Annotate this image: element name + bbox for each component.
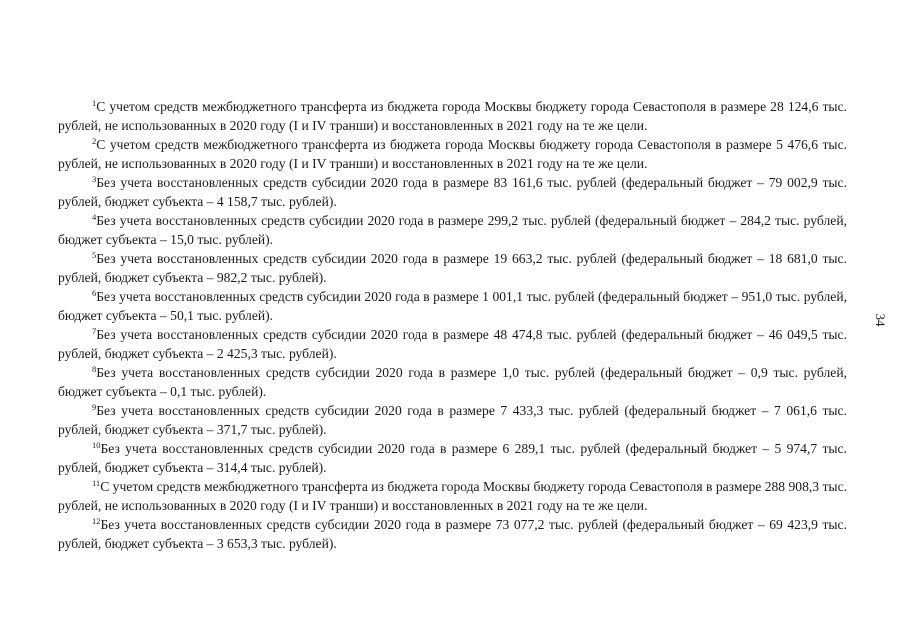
footnote-number: 2 <box>92 136 97 146</box>
footnote-12 <box>58 515 847 553</box>
footnote-number: 3 <box>92 174 97 184</box>
footnote-number: 11 <box>92 478 101 488</box>
footnote-number: 12 <box>92 516 101 526</box>
footnote-10 <box>58 439 847 477</box>
footnote-text: Без учета восстановленных средств субсидии 2020 года в размере 19 663,2 тыс. рублей (федеральный бюджет – 18 681,0 тыс. рублей, бюджет субъекта – 982,2 тыс. рублей). <box>58 251 847 285</box>
footnote-7 <box>58 325 847 363</box>
footnote-text: Без учета восстановленных средств субсидии 2020 года в размере 83 161,6 тыс. рублей (федеральный бюджет – 79 002,9 тыс. рублей, бюджет субъекта – 4 158,7 тыс. рублей). <box>58 175 847 209</box>
footnote-6 <box>58 287 847 325</box>
footnote-text: Без учета восстановленных средств субсидии 2020 года в размере 7 433,3 тыс. рублей (федеральный бюджет – 7 061,6 тыс. рублей, бюджет субъекта – 371,7 тыс. рублей). <box>58 403 847 437</box>
footnote-1 <box>58 97 847 135</box>
footnote-8 <box>58 363 847 401</box>
footnote-3 <box>58 173 847 211</box>
footnotes-list <box>58 97 847 553</box>
footnote-4 <box>58 211 847 249</box>
footnote-number: 5 <box>92 250 97 260</box>
page-number: 34 <box>873 313 888 327</box>
footnote-text: Без учета восстановленных средств субсидии 2020 года в размере 48 474,8 тыс. рублей (федеральный бюджет – 46 049,5 тыс. рублей, бюджет субъекта – 2 425,3 тыс. рублей). <box>58 327 847 361</box>
footnote-number: 1 <box>92 98 97 108</box>
footnote-text: Без учета восстановленных средств субсидии 2020 года в размере 73 077,2 тыс. рублей (федеральный бюджет – 69 423,9 тыс. рублей, бюджет субъекта – 3 653,3 тыс. рублей). <box>58 517 847 551</box>
footnote-text: С учетом средств межбюджетного трансферта из бюджета города Москвы бюджету города Севастополя в размере 5 476,6 тыс. рублей, не использованных в 2020 году (I и IV транши) и восстановленных в 2021 году на те же цели. <box>58 137 847 171</box>
footnote-11 <box>58 477 847 515</box>
footnote-number: 9 <box>92 402 97 412</box>
footnote-2 <box>58 135 847 173</box>
footnote-text: С учетом средств межбюджетного трансферта из бюджета города Москвы бюджету города Севастополя в размере 28 124,6 тыс. рублей, не использованных в 2020 году (I и IV транши) и восстановленных в 2021 году на те же цели. <box>58 99 847 133</box>
footnote-number: 4 <box>92 212 97 222</box>
footnote-number: 8 <box>92 364 97 374</box>
footnote-5 <box>58 249 847 287</box>
footnote-number: 6 <box>92 288 97 298</box>
footnote-number: 10 <box>92 440 101 450</box>
footnote-number: 7 <box>92 326 97 336</box>
footnote-9 <box>58 401 847 439</box>
footnote-text: Без учета восстановленных средств субсидии 2020 года в размере 299,2 тыс. рублей (федеральный бюджет – 284,2 тыс. рублей, бюджет субъекта – 15,0 тыс. рублей). <box>58 213 847 247</box>
footnote-text: Без учета восстановленных средств субсидии 2020 года в размере 1,0 тыс. рублей (федеральный бюджет – 0,9 тыс. рублей, бюджет субъекта – 0,1 тыс. рублей). <box>58 365 847 399</box>
footnote-text: Без учета восстановленных средств субсидии 2020 года в размере 6 289,1 тыс. рублей (федеральный бюджет – 5 974,7 тыс. рублей, бюджет субъекта – 314,4 тыс. рублей). <box>58 441 847 475</box>
footnote-text: С учетом средств межбюджетного трансферта из бюджета города Москвы бюджету города Севастополя в размере 288 908,3 тыс. рублей, не использованных в 2020 году (I и IV транши) и восстановленных в 2021 году на те же цели. <box>58 479 847 513</box>
footnote-text: Без учета восстановленных средств субсидии 2020 года в размере 1 001,1 тыс. рублей (федеральный бюджет – 951,0 тыс. рублей, бюджет субъекта – 50,1 тыс. рублей). <box>58 289 847 323</box>
